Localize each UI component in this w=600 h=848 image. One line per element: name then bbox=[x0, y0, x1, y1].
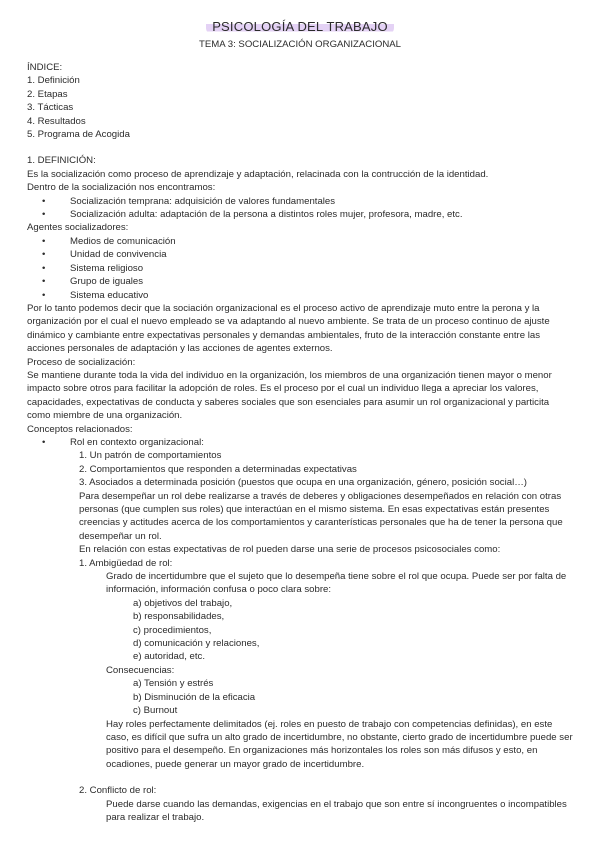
page-title: PSICOLOGÍA DEL TRABAJO bbox=[206, 19, 394, 34]
rol-relacion: En relación con estas expectativas de rol pueden darse una serie de procesos psicosociales como: bbox=[79, 544, 501, 556]
definicion-intro: Es la socialización como proceso de aprendizaje y adaptación, relacinada con la contrucción de la identidad. bbox=[27, 168, 489, 180]
document-body bbox=[27, 61, 575, 824]
bullet-icon: • bbox=[42, 276, 46, 288]
ambiguedad-item: a) objetivos del trabajo, bbox=[133, 597, 233, 609]
list-item bbox=[27, 235, 575, 248]
proceso-heading: Proceso de socialización: bbox=[27, 356, 136, 368]
ambiguedad-item: c) procedimientos, bbox=[133, 624, 212, 636]
list-item bbox=[27, 436, 575, 449]
consecuencia-item: b) Disminución de la eficacia bbox=[133, 691, 256, 703]
list-item bbox=[27, 195, 575, 208]
list-item-text: Sistema religioso bbox=[70, 262, 144, 274]
section-heading-definicion: 1. DEFINICIÓN: bbox=[27, 155, 96, 167]
bullet-icon: • bbox=[42, 195, 46, 207]
ambiguedad-item: d) comunicación y relaciones, bbox=[133, 638, 260, 650]
conflicto-text: Puede darse cuando las demandas, exigencias en el trabajo que son entre sí incongruentes o incompatibles para realizar el trabajo. bbox=[106, 798, 567, 823]
list-item-text: Sistema educativo bbox=[70, 289, 149, 301]
list-item-text: Grupo de iguales bbox=[70, 276, 144, 288]
definicion-paragraph: Por lo tanto podemos decir que la sociación organizacional es el proceso activo de aprendizaje muto entre la perona y la organización por el cual el nuevo empleado se va adaptando al nuevo ambiente. Se trata de un proceso continuo de ajuste dinámico y cambiante entre expectativas personales y demandas ambientales, fruto de la interacción constante entre las acciones personales de adaptación y las acciones de agentes externos. bbox=[27, 302, 550, 355]
bullet-icon: • bbox=[42, 436, 46, 448]
bullet-icon: • bbox=[42, 262, 46, 274]
bullet-icon: • bbox=[42, 289, 46, 301]
list-item-text: Socialización temprana: adquisición de valores fundamentales bbox=[70, 195, 336, 207]
index-item: 5. Programa de Acogida bbox=[27, 129, 130, 141]
ambiguedad-item: e) autoridad, etc. bbox=[133, 651, 205, 663]
index-heading: ÍNDICE: bbox=[27, 62, 63, 73]
index-item: 2. Etapas bbox=[27, 88, 68, 100]
rol-item: 3. Asociados a determinada posición (puestos que ocupa en una organización, género, posición social…) bbox=[79, 477, 527, 489]
index-item: 1. Definición bbox=[27, 75, 80, 87]
conceptos-heading: Conceptos relacionados: bbox=[27, 423, 133, 435]
ambiguedad-item: b) responsabilidades, bbox=[133, 611, 225, 623]
list-item bbox=[27, 275, 575, 288]
agentes-heading: Agentes socializadores: bbox=[27, 222, 129, 234]
list-item bbox=[27, 248, 575, 261]
index-item: 3. Tácticas bbox=[27, 102, 74, 114]
bullet-icon: • bbox=[42, 249, 46, 261]
consecuencias-heading: Consecuencias: bbox=[106, 664, 175, 676]
rol-heading: Rol en contexto organizacional: bbox=[70, 436, 204, 448]
bullet-icon: • bbox=[42, 235, 46, 247]
list-item bbox=[27, 262, 575, 275]
list-item-text: Medios de comunicación bbox=[70, 235, 176, 247]
list-item-text: Socialización adulta: adaptación de la persona a distintos roles mujer, profesora, madre, etc. bbox=[70, 209, 463, 221]
header bbox=[0, 0, 600, 35]
rol-item: 1. Un patrón de comportamientos bbox=[79, 450, 222, 462]
rol-item: 2. Comportamientos que responden a determinadas expectativas bbox=[79, 463, 357, 475]
consecuencia-item: c) Burnout bbox=[133, 705, 178, 717]
list-item bbox=[27, 289, 575, 302]
ambiguedad-text: Grado de incertidumbre que el sujeto que lo desempeña tiene sobre el rol que ocupa. Puede ser por falta de información, información confusa o poco clara sobre: bbox=[106, 571, 567, 596]
rol-paragraph: Para desempeñar un rol debe realizarse a través de deberes y obligaciones desempeñados en relación con otras personas (que cumplen sus roles) que interactúan en el mismo sistema. En esas expectativas están presentes creencias y actitudes acerca de los comportamientos y caranterísticas personales que ha de tener la persona que desempeñar un rol. bbox=[79, 490, 563, 542]
proceso-paragraph: Se mantiene durante toda la vida del individuo en la organización, los miembros de una organización tienen mayor o menor impacto sobre otros para facilitar la adopción de roles. Es el proceso por el cual un individuo llega a apreciar los valores, capacidades, expectativas de conducta y saberes sociales que son esenciales para asumir un rol organizacional y particita como miembre de una organización. bbox=[27, 369, 552, 422]
index-item: 4. Resultados bbox=[27, 115, 86, 127]
spacer bbox=[27, 771, 575, 784]
spacer bbox=[27, 141, 575, 154]
bullet-icon: • bbox=[42, 209, 46, 221]
conflicto-heading: 2. Conflicto de rol: bbox=[79, 785, 157, 797]
definicion-dentro: Dentro de la socialización nos encontramos: bbox=[27, 182, 216, 194]
consecuencia-item: a) Tensión y estrés bbox=[133, 678, 214, 690]
ambiguedad-paragraph: Hay roles perfectamente delimitados (ej. roles en puesto de trabajo con competencias definidas), en este caso, es difícil que sufra un alto grado de incertidumbre, no obstante, cierto grado de incertidumbre puede ser positivo para el desempeño. En organizaciones más horizontales los roles son más difusos y esto, en ocadiones, puede generar un mayor grado de incertidumbre. bbox=[106, 718, 573, 770]
ambiguedad-heading: 1. Ambigüedad de rol: bbox=[79, 557, 173, 569]
page-subtitle: TEMA 3: SOCIALIZACIÓN ORGANIZACIONAL bbox=[198, 39, 402, 51]
list-item bbox=[27, 208, 575, 221]
list-item-text: Unidad de convivencia bbox=[70, 249, 167, 261]
